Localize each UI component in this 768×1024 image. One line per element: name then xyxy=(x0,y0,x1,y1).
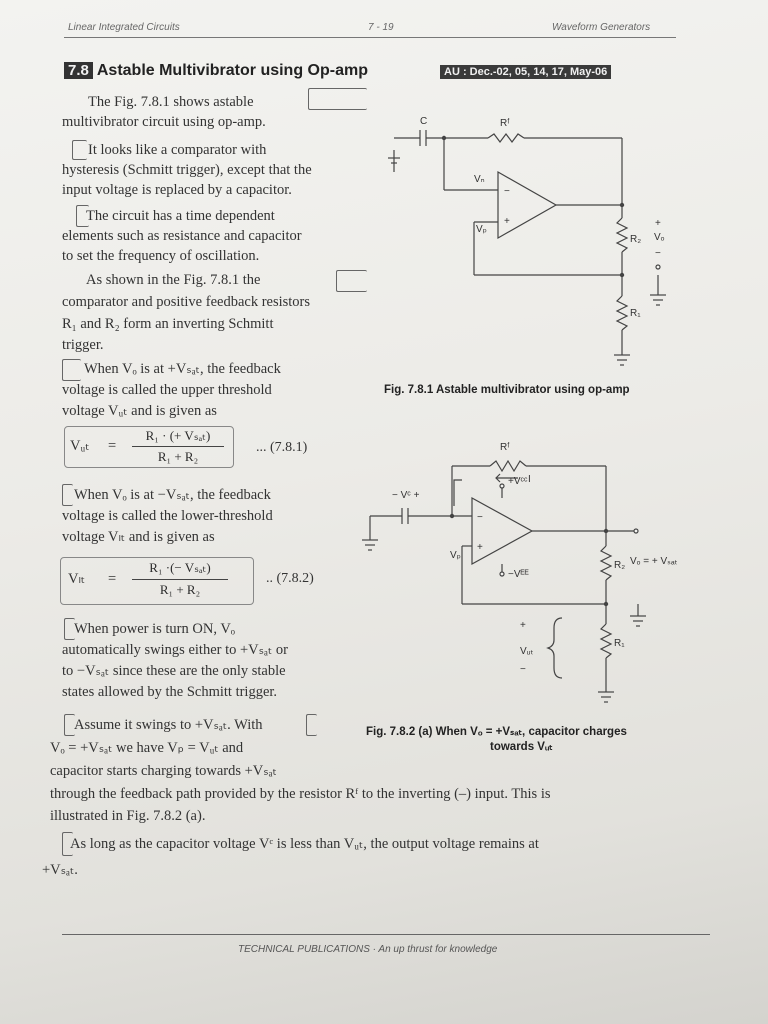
feedback-resistor-label: Rᶠ xyxy=(500,118,510,129)
opamp-noninverting-sign: + xyxy=(477,542,483,553)
highlight-bracket xyxy=(76,205,89,227)
highlight-bracket xyxy=(62,359,81,381)
paragraph-4-line-3: R₁ and R₂ form an inverting Schmitt xyxy=(62,316,274,332)
equation-2-denominator: R₁ + R₂ xyxy=(159,582,201,597)
paragraph-8-line-4: through the feedback path provided by the resistor Rᶠ to the inverting (–) input. This is xyxy=(50,786,551,802)
opamp-inverting-sign: − xyxy=(504,186,510,197)
paragraph-8-line-1: Assume it swings to +Vₛₐₜ. With xyxy=(74,717,263,733)
exam-tag: AU : Dec.-02, 05, 14, 17, May-06 xyxy=(440,65,611,79)
equation-2-lhs: Vₗₜ xyxy=(68,571,86,587)
header-book-title: Linear Integrated Circuits xyxy=(68,22,180,33)
resistor-r2-label: R₂ xyxy=(630,234,642,245)
opamp-noninverting-sign: + xyxy=(504,216,510,227)
noninverting-node-label: Vₚ xyxy=(476,224,487,235)
paragraph-1-line-1: The Fig. 7.8.1 shows astable xyxy=(88,94,254,110)
paragraph-7-line-1: When power is turn ON, Vₒ xyxy=(74,621,235,637)
paragraph-5-line-3: voltage Vᵤₜ and is given as xyxy=(62,403,217,419)
highlight-bracket xyxy=(62,832,73,856)
output-voltage-label: Vₒ xyxy=(654,232,665,243)
positive-supply-label: +Vᶜᶜ xyxy=(508,476,528,487)
equation-1-fraction-bar xyxy=(132,446,224,447)
paragraph-8-line-5: illustrated in Fig. 7.8.2 (a). xyxy=(50,808,206,824)
figure-1-caption: Fig. 7.8.1 Astable multivibrator using op-amp xyxy=(384,384,630,396)
section-number: 7.8 xyxy=(64,62,93,79)
highlight-bracket xyxy=(64,714,75,736)
highlight-bracket xyxy=(306,714,317,736)
paragraph-5-line-1: When Vₒ is at +Vₛₐₜ, the feedback xyxy=(84,361,281,377)
paragraph-5-line-2: voltage is called the upper threshold xyxy=(62,382,272,398)
resistor-r2-label: R₂ xyxy=(614,560,626,571)
figure-2-caption-line-1: Fig. 7.8.2 (a) When Vₒ = +Vₛₐₜ, capacitor charges xyxy=(366,726,627,738)
upper-threshold-label: Vᵤₜ xyxy=(520,646,534,657)
paragraph-8-line-2: Vₒ = +Vₛₐₜ we have Vₚ = Vᵤₜ and xyxy=(50,740,244,756)
paragraph-9-line-2: +Vₛₐₜ. xyxy=(42,862,78,878)
paragraph-3-line-1: The circuit has a time dependent xyxy=(86,208,275,224)
paragraph-4-line-4: trigger. xyxy=(62,337,104,353)
paragraph-7-line-3: to −Vₛₐₜ since these are the only stable xyxy=(62,663,286,679)
paragraph-9-line-1: As long as the capacitor voltage Vᶜ is less than Vᵤₜ, the output voltage remains at xyxy=(70,836,539,852)
astable-multivibrator-circuit-diagram xyxy=(384,100,684,380)
resistor-r1-label: R₁ xyxy=(614,638,625,649)
negative-supply-label: −Vᴱᴱ xyxy=(508,569,529,580)
paragraph-2-line-1: It looks like a comparator with xyxy=(88,142,267,158)
threshold-plus-sign: + xyxy=(520,620,526,631)
paragraph-7-line-4: states allowed by the Schmitt trigger. xyxy=(62,684,278,700)
resistor-r1-label: R₁ xyxy=(630,308,641,319)
equation-1-number: ... (7.8.1) xyxy=(256,440,308,455)
equation-1-lhs: Vᵤₜ xyxy=(70,438,90,454)
equation-1-equals: = xyxy=(108,438,117,454)
highlight-bracket xyxy=(72,140,87,160)
paragraph-8-line-3: capacitor starts charging towards +Vₛₐₜ xyxy=(50,763,277,779)
paragraph-6-line-2: voltage is called the lower-threshold xyxy=(62,508,273,524)
highlight-bracket xyxy=(336,270,367,292)
paragraph-6-line-1: When Vₒ is at −Vₛₐₜ, the feedback xyxy=(74,487,271,503)
section-heading xyxy=(64,62,368,80)
highlight-bracket xyxy=(64,618,75,640)
paragraph-3-line-2: elements such as resistance and capacitor xyxy=(62,228,302,244)
footer-publisher: TECHNICAL PUBLICATIONS · An up thrust for knowledge xyxy=(238,944,498,955)
paragraph-1-line-2: multivibrator circuit using op-amp. xyxy=(62,114,266,130)
equation-1-denominator: R₁ + R₂ xyxy=(157,449,199,464)
equation-2-equals: = xyxy=(108,571,117,587)
current-label: I xyxy=(528,474,531,485)
paragraph-2-line-2: hysteresis (Schmitt trigger), except that the xyxy=(62,162,312,178)
header-page-number: 7 - 19 xyxy=(368,22,394,33)
capacitor-label: C xyxy=(420,116,428,127)
output-voltage-label: Vₒ = + Vₛₐₜ xyxy=(630,556,678,567)
footer-rule xyxy=(62,934,710,935)
equation-2-number: .. (7.8.2) xyxy=(266,571,314,586)
threshold-minus-sign: − xyxy=(520,664,526,675)
feedback-resistor-label: Rᶠ xyxy=(500,442,510,453)
section-title: Astable Multivibrator using Op-amp xyxy=(96,62,368,79)
inverting-node-label: Vₙ xyxy=(474,174,485,185)
equation-1-numerator: R₁ · (+ Vₛₐₜ) xyxy=(145,428,211,443)
paragraph-7-line-2: automatically swings either to +Vₛₐₜ or xyxy=(62,642,288,658)
highlight-bracket xyxy=(308,88,367,110)
figure-2-caption-line-2: towards Vᵤₜ xyxy=(490,741,553,753)
paragraph-4-line-1: As shown in the Fig. 7.8.1 the xyxy=(86,272,261,288)
paragraph-3-line-3: to set the frequency of oscillation. xyxy=(62,248,260,264)
output-plus-sign: + xyxy=(655,218,661,229)
opamp-inverting-sign: − xyxy=(477,512,483,523)
paragraph-2-line-3: input voltage is replaced by a capacitor. xyxy=(62,182,292,198)
paragraph-4-line-2: comparator and positive feedback resistors xyxy=(62,294,311,310)
paragraph-6-line-3: voltage Vₗₜ and is given as xyxy=(62,529,215,545)
header-chapter-title: Waveform Generators xyxy=(552,22,651,33)
output-minus-sign: − xyxy=(655,248,661,259)
capacitor-voltage-label: − Vᶜ + xyxy=(392,490,420,501)
capacitor-charging-circuit-diagram xyxy=(362,436,712,706)
equation-2-fraction-bar xyxy=(132,579,228,580)
header-rule xyxy=(64,37,676,38)
equation-2-numerator: R₁ ·(− Vₛₐₜ) xyxy=(149,560,211,575)
noninverting-node-label: Vₚ xyxy=(450,550,461,561)
highlight-bracket xyxy=(62,484,73,506)
